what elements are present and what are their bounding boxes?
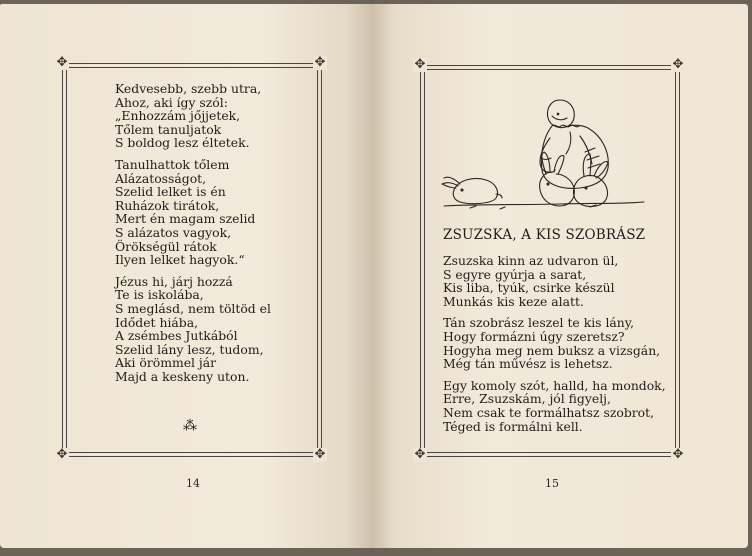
end-ornament-icon: ⁂: [183, 418, 197, 434]
left-page: [0, 4, 372, 548]
right-poem: [443, 254, 666, 441]
stanza: [115, 82, 271, 150]
poem-line: Ahoz, aki így szól:: [115, 94, 228, 110]
corner-ornament-icon: ✥: [672, 57, 684, 72]
poem-line: Majd a keskeny uton.: [115, 368, 250, 384]
right-page: [372, 4, 748, 548]
stanza: [443, 254, 666, 308]
page-number: 15: [545, 477, 559, 490]
girl-with-rabbits-illustration: [440, 92, 650, 212]
poem-line: Jézus hi, járj hozzá: [115, 273, 233, 289]
poem-line: Erre, Zsuzskám, jól figyelj,: [443, 391, 611, 407]
stanza: [443, 316, 666, 370]
poem-line: Alázatosságot,: [115, 170, 207, 186]
poem-line: Szelid lány lesz, tudom,: [115, 341, 264, 357]
poem-line: Kedvesebb, szebb utra,: [115, 81, 262, 96]
poem-line: Szelid lelket is én: [115, 184, 226, 200]
stanza: [443, 379, 666, 433]
poem-line: S egyre gyúrja a sarat,: [443, 266, 587, 282]
poem-line: Ilyen lelket hagyok.“: [115, 252, 245, 268]
stanza: [115, 158, 271, 267]
corner-ornament-icon: ✥: [314, 447, 326, 462]
poem-line: Ruházok tirátok,: [115, 197, 220, 213]
corner-ornament-icon: ✥: [56, 447, 68, 462]
poem-line: S boldog lesz éltetek.: [115, 135, 250, 151]
poem-line: Még tán művész is lehetsz.: [443, 356, 613, 372]
poem-line: Hogyha meg nem buksz a vizsgán,: [443, 342, 661, 358]
corner-ornament-icon: ✥: [314, 55, 326, 70]
poem-line: Tanulhattok tőlem: [115, 156, 230, 172]
poem-title: ZSUZSKA, A KIS SZOBRÁSZ: [443, 227, 646, 243]
corner-ornament-icon: ✥: [414, 57, 426, 72]
poem-line: Munkás kis keze alatt.: [443, 293, 584, 309]
poem-line: Tőlem tanuljatok: [115, 121, 222, 137]
poem-line: Nem csak te formálhatsz szobrot,: [443, 404, 655, 420]
left-poem: [115, 82, 271, 391]
poem-line: S meglásd, nem töltöd el: [115, 300, 271, 316]
corner-ornament-icon: ✥: [56, 55, 68, 70]
poem-line: Egy komoly szót, halld, ha mondok,: [443, 377, 666, 393]
poem-line: Kis liba, tyúk, csirke készül: [443, 280, 615, 296]
stanza: [115, 275, 271, 384]
poem-line: A zsémbes Jutkából: [115, 328, 238, 344]
page-number: 14: [186, 477, 200, 490]
poem-line: Aki örömmel jár: [115, 355, 217, 371]
poem-line: Mert én magam szelid: [115, 211, 256, 227]
poem-line: Idődet hiába,: [115, 314, 199, 330]
corner-ornament-icon: ✥: [672, 447, 684, 462]
poem-line: Téged is formálni kell.: [443, 418, 583, 434]
poem-line: „Enhozzám jőjjetek,: [115, 108, 241, 124]
poem-line: Te is iskolába,: [115, 287, 204, 303]
poem-line: Örökségül rátok: [115, 238, 217, 254]
poem-line: Zsuzska kinn az udvaron ül,: [443, 253, 619, 268]
poem-line: Tán szobrász leszel te kis lány,: [443, 315, 635, 331]
poem-line: Hogy formázni úgy szeretsz?: [443, 328, 625, 344]
poem-line: S alázatos vagyok,: [115, 224, 232, 240]
corner-ornament-icon: ✥: [414, 447, 426, 462]
